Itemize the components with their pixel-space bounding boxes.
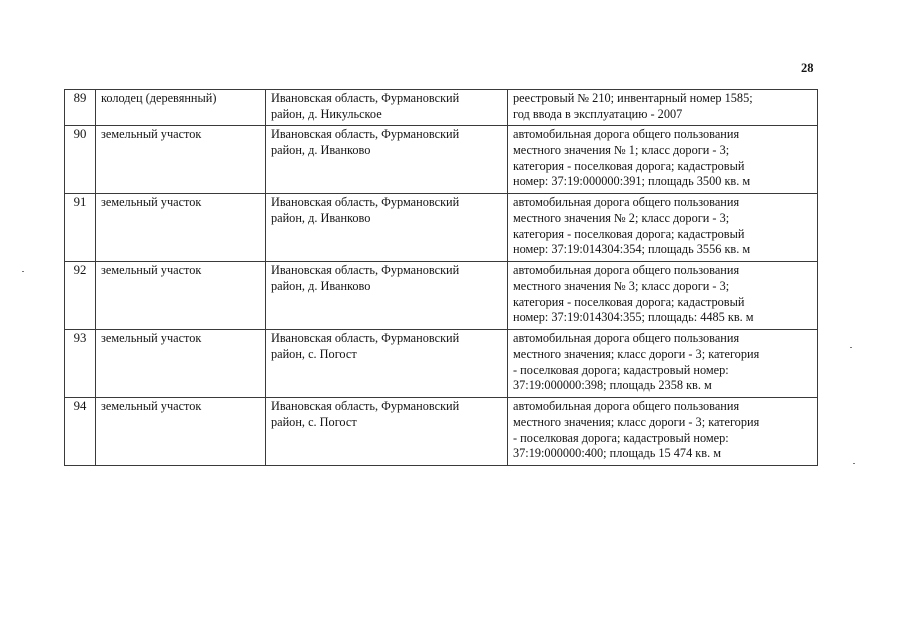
table-row	[65, 126, 818, 194]
object-name-cell: земельный участок	[96, 330, 266, 398]
row-number-cell: 94	[65, 398, 96, 466]
row-number-cell: 93	[65, 330, 96, 398]
scan-speck	[22, 271, 24, 272]
page-number: 28	[801, 61, 814, 75]
table-row	[65, 330, 818, 398]
table-row	[65, 262, 818, 330]
property-table	[64, 89, 818, 466]
description-cell: автомобильная дорога общего пользования местного значения № 1; класс дороги - 3; категория - поселковая дорога; кадастровый номер: 37:19:000000:391; площадь 3500 кв. м	[508, 126, 818, 194]
address-cell: Ивановская область, Фурмановский район, с. Погост	[266, 330, 508, 398]
description-cell: автомобильная дорога общего пользования местного значения № 2; класс дороги - 3; категория - поселковая дорога; кадастровый номер: 37:19:014304:354; площадь 3556 кв. м	[508, 194, 818, 262]
table-row	[65, 90, 818, 126]
address-cell: Ивановская область, Фурмановский район, д. Никульское	[266, 90, 508, 126]
description-cell: автомобильная дорога общего пользования местного значения; класс дороги - 3; категория - поселковая дорога; кадастровый номер: 37:19:000000:398; площадь 2358 кв. м	[508, 330, 818, 398]
object-name-cell: земельный участок	[96, 262, 266, 330]
address-cell: Ивановская область, Фурмановский район, д. Иванково	[266, 126, 508, 194]
table-row	[65, 194, 818, 262]
row-number-cell: 90	[65, 126, 96, 194]
scan-speck	[850, 347, 852, 348]
row-number-cell: 89	[65, 90, 96, 126]
table-row	[65, 398, 818, 466]
description-cell: реестровый № 210; инвентарный номер 1585; год ввода в эксплуатацию - 2007	[508, 90, 818, 126]
object-name-cell: земельный участок	[96, 126, 266, 194]
row-number-cell: 91	[65, 194, 96, 262]
address-cell: Ивановская область, Фурмановский район, с. Погост	[266, 398, 508, 466]
address-cell: Ивановская область, Фурмановский район, д. Иванково	[266, 194, 508, 262]
description-cell: автомобильная дорога общего пользования местного значения; класс дороги - 3; категория - поселковая дорога; кадастровый номер: 37:19:000000:400; площадь 15 474 кв. м	[508, 398, 818, 466]
object-name-cell: колодец (деревянный)	[96, 90, 266, 126]
description-cell: автомобильная дорога общего пользования местного значения № 3; класс дороги - 3; категория - поселковая дорога; кадастровый номер: 37:19:014304:355; площадь: 4485 кв. м	[508, 262, 818, 330]
object-name-cell: земельный участок	[96, 398, 266, 466]
address-cell: Ивановская область, Фурмановский район, д. Иванково	[266, 262, 508, 330]
scan-speck	[853, 463, 855, 464]
object-name-cell: земельный участок	[96, 194, 266, 262]
row-number-cell: 92	[65, 262, 96, 330]
